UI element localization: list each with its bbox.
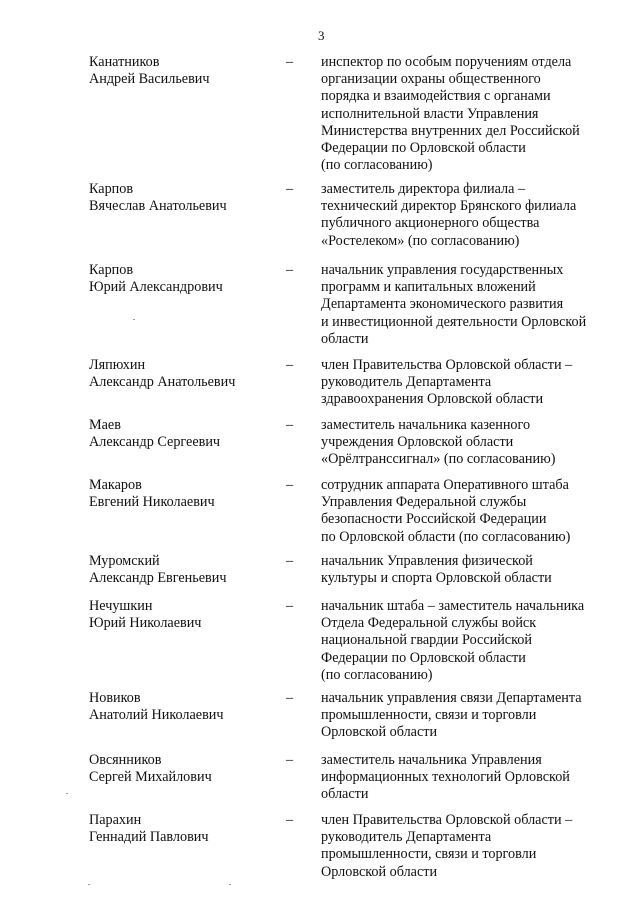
separator-dash: – [286, 553, 294, 569]
position-line: (по согласованию) [321, 157, 433, 174]
member-position [321, 477, 616, 546]
member-surname: Нечушкин [89, 598, 153, 614]
member-surname: Макаров [89, 477, 142, 493]
position-line: области [321, 786, 369, 803]
member-given-names: Андрей Васильевич [89, 71, 210, 88]
member-given-names: Юрий Николаевич [89, 615, 202, 632]
separator-dash: – [286, 54, 294, 70]
member-position [321, 752, 616, 804]
position-line: промышленности, связи и торговли [321, 707, 537, 724]
position-line: Федерации по Орловской области [321, 649, 526, 666]
position-line: и инвестиционной деятельности Орловской [321, 313, 587, 330]
position-line: сотрудник аппарата Оперативного штаба [321, 477, 569, 493]
member-surname: Овсянников [89, 752, 162, 768]
separator-dash: – [286, 477, 294, 493]
separator-dash: – [286, 181, 294, 197]
member-position [321, 357, 616, 409]
member-given-names: Александр Анатольевич [89, 374, 236, 391]
member-surname: Парахин [89, 812, 142, 828]
member-surname: Муромский [89, 553, 160, 569]
position-line: член Правительства Орловской области – [321, 357, 573, 373]
member-position [321, 553, 616, 587]
separator-dash: – [286, 752, 294, 768]
member-given-names: Вячеслав Анатольевич [89, 198, 227, 215]
position-line: начальник управления связи Департамента [321, 690, 582, 706]
member-position [321, 812, 616, 881]
scan-speck [133, 319, 135, 320]
scan-speck [66, 793, 68, 794]
member-given-names: Евгений Николаевич [89, 494, 215, 511]
position-line: заместитель начальника Управления [321, 752, 542, 768]
member-position [321, 181, 616, 250]
position-line: программ и капитальных вложений [321, 279, 536, 296]
member-name [89, 598, 289, 632]
position-line: исполнительной власти Управления [321, 105, 539, 122]
position-line: Федерации по Орловской области [321, 140, 526, 157]
position-line: безопасности Российской Федерации [321, 511, 547, 528]
member-name [89, 181, 289, 215]
separator-dash: – [286, 690, 294, 706]
position-line: «Орёлтранссигнал» (по согласованию) [321, 451, 556, 468]
member-name [89, 417, 289, 451]
position-line: Орловской области [321, 863, 438, 880]
position-line: информационных технологий Орловской [321, 769, 570, 786]
position-line: по Орловской области (по согласованию) [321, 528, 571, 545]
separator-dash: – [286, 262, 294, 278]
member-name [89, 553, 289, 587]
member-position [321, 598, 616, 684]
member-name [89, 752, 289, 786]
member-given-names: Александр Сергеевич [89, 434, 221, 451]
member-position [321, 54, 616, 174]
position-line: Отдела Федеральной службы войск [321, 615, 537, 632]
position-line: Управления Федеральной службы [321, 494, 527, 511]
position-line: национальной гвардии Российской [321, 632, 532, 649]
scan-speck [229, 884, 231, 885]
position-line: начальник штаба – заместитель начальника [321, 598, 585, 614]
member-name [89, 54, 289, 88]
member-position [321, 262, 616, 348]
scan-speck [88, 884, 90, 885]
position-line: «Ростелеком» (по согласованию) [321, 232, 520, 249]
position-line: Департамента экономического развития [321, 296, 564, 313]
position-line: технический директор Брянского филиала [321, 198, 577, 215]
separator-dash: – [286, 812, 294, 828]
member-given-names: Анатолий Николаевич [89, 707, 224, 724]
position-line: руководитель Департамента [321, 374, 492, 391]
position-line: начальник Управления физической [321, 553, 533, 569]
member-name [89, 690, 289, 724]
member-surname: Канатников [89, 54, 160, 70]
member-given-names: Юрий Александрович [89, 279, 223, 296]
separator-dash: – [286, 598, 294, 614]
position-line: (по согласованию) [321, 666, 433, 683]
member-given-names: Геннадий Павлович [89, 829, 209, 846]
member-position [321, 417, 616, 469]
position-line: руководитель Департамента [321, 829, 492, 846]
position-line: порядка и взаимодействия с органами [321, 88, 551, 105]
page-number: 3 [318, 28, 325, 43]
separator-dash: – [286, 417, 294, 433]
position-line: начальник управления государственных [321, 262, 564, 278]
member-position [321, 690, 616, 742]
member-name [89, 357, 289, 391]
position-line: инспектор по особым поручениям отдела [321, 54, 572, 70]
position-line: промышленности, связи и торговли [321, 846, 537, 863]
member-surname: Маев [89, 417, 121, 433]
position-line: публичного акционерного общества [321, 215, 540, 232]
member-surname: Новиков [89, 690, 141, 706]
position-line: заместитель директора филиала – [321, 181, 526, 197]
position-line: Министерства внутренних дел Российской [321, 122, 580, 139]
member-given-names: Александр Евгеньевич [89, 570, 227, 587]
member-surname: Карпов [89, 262, 134, 278]
position-line: заместитель начальника казенного [321, 417, 531, 433]
position-line: член Правительства Орловской области – [321, 812, 573, 828]
position-line: организации охраны общественного [321, 71, 541, 88]
member-name [89, 812, 289, 846]
position-line: культуры и спорта Орловской области [321, 570, 552, 587]
separator-dash: – [286, 357, 294, 373]
member-surname: Карпов [89, 181, 134, 197]
member-name [89, 262, 289, 296]
position-line: учреждения Орловской области [321, 434, 514, 451]
position-line: области [321, 330, 369, 347]
position-line: здравоохранения Орловской области [321, 391, 544, 408]
member-name [89, 477, 289, 511]
member-surname: Ляпюхин [89, 357, 146, 373]
member-given-names: Сергей Михайлович [89, 769, 212, 786]
position-line: Орловской области [321, 724, 438, 741]
